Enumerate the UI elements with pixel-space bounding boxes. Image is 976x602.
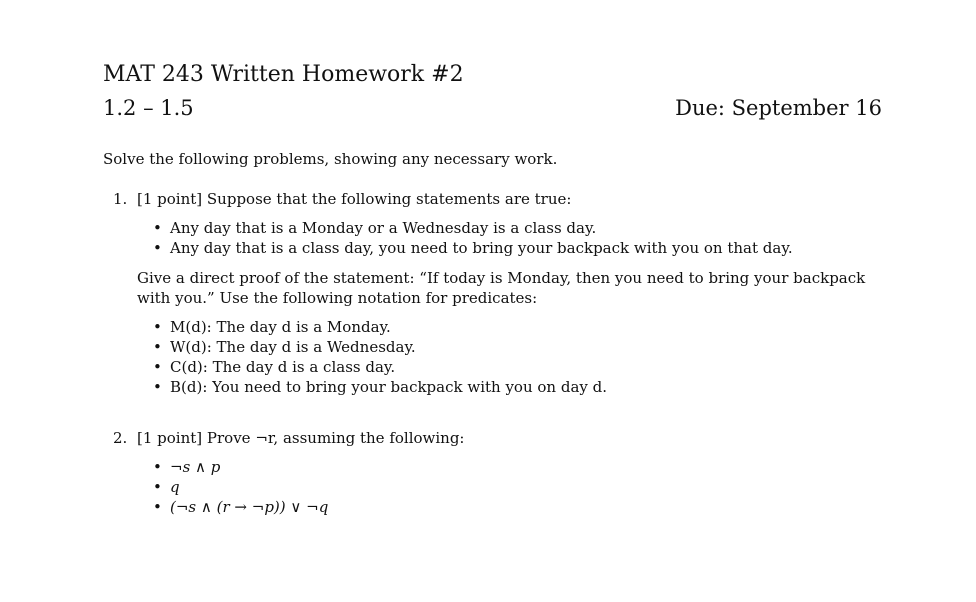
page-title: MAT 243 Written Homework #2 — [103, 62, 464, 87]
list-item: • q — [153, 477, 893, 497]
list-item: • Any day that is a Monday or a Wednesday is a class day. — [153, 218, 893, 238]
problem-statement: [1 point] Prove ¬r, assuming the following: — [137, 429, 465, 447]
problem-number: 2. — [113, 429, 128, 447]
problem-number: 1. — [113, 190, 128, 208]
list-item: • W(d): The day d is a Wednesday. — [153, 337, 893, 357]
list-item: • Any day that is a class day, you need to bring your backpack with you on that day. — [153, 238, 893, 258]
list-item: • C(d): The day d is a class day. — [153, 357, 893, 377]
list-item: • (¬s ∧ (r → ¬p)) ∨ ¬q — [153, 497, 893, 517]
problem-body — [137, 428, 893, 517]
premise-list — [137, 457, 893, 517]
list-item: • M(d): The day d is a Monday. — [153, 317, 893, 337]
problem-body — [137, 189, 893, 397]
problem-task: Give a direct proof of the statement: “If today is Monday, then you need to bring your backpack with you.” Use the following notation for predicates: — [137, 269, 866, 307]
problem-1 — [113, 189, 893, 397]
problem-statement: [1 point] Suppose that the following statements are true: — [137, 190, 572, 208]
list-item: • B(d): You need to bring your backpack with you on day d. — [153, 377, 893, 397]
list-item: • ¬s ∧ p — [153, 457, 893, 477]
due-date: Due: September 16 — [675, 96, 882, 120]
problem-2 — [113, 428, 893, 517]
predicate-list — [137, 317, 893, 397]
sections-covered: 1.2 – 1.5 — [103, 96, 194, 120]
instructions: Solve the following problems, showing any necessary work. — [103, 150, 558, 168]
premise-list — [137, 218, 893, 258]
